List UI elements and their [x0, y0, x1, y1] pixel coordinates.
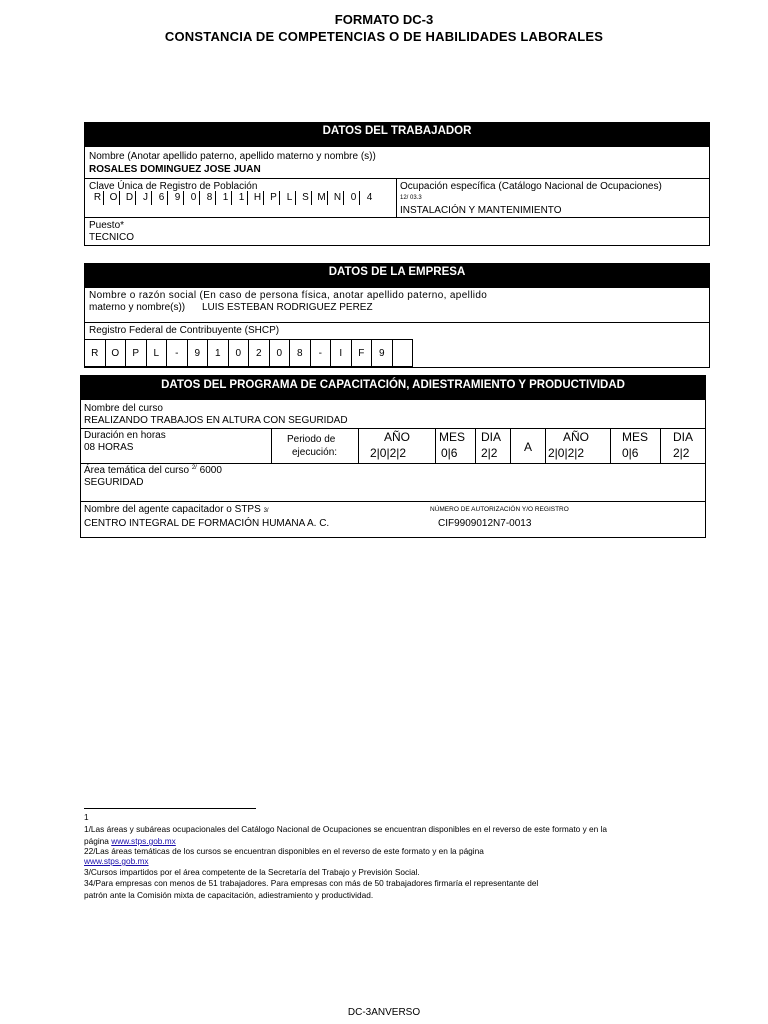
divider [396, 178, 397, 217]
duracion-value: 08 HORAS [84, 442, 134, 453]
footnote-number: 1 [84, 812, 89, 822]
curp-char: H [252, 191, 264, 205]
page-footer-code: DC-3ANVERSO [347, 1007, 421, 1018]
razon-label-line2: materno y nombre(s)) [89, 302, 186, 313]
rfc-char: 0 [228, 339, 250, 367]
end-dia-label: DIA [673, 430, 694, 444]
ocupacion-code: 12/ 03.3 [400, 195, 422, 201]
curso-label: Nombre del curso [84, 403, 163, 414]
rfc-char: 1 [207, 339, 229, 367]
autorizacion-label: NÚMERO DE AUTORIZACIÓN Y/O REGISTRO [430, 506, 569, 513]
rfc-char: F [351, 339, 373, 367]
divider [271, 428, 272, 463]
agente-value: CENTRO INTEGRAL DE FORMACIÓN HUMANA A. C. [84, 518, 330, 529]
divider [660, 428, 661, 463]
divider [84, 178, 710, 179]
start-mes-value: 0|6 [441, 446, 458, 460]
curp-char: M [316, 191, 328, 205]
trabajador-name-label: Nombre (Anotar apellido paterno, apellido materno y nombre (s)) [89, 151, 376, 162]
divider [435, 428, 436, 463]
footnote-3: 3/Cursos impartidos por el área competente de la Secretaría del Trabajo y Previsión Social. [84, 867, 420, 877]
curp-label: Clave Única de Registro de Población [89, 181, 258, 192]
start-anio-value: 2|0|2|2 [370, 446, 407, 460]
rfc-char: - [310, 339, 332, 367]
divider [80, 428, 706, 429]
trabajador-section-header [84, 122, 710, 146]
programa-section-title: DATOS DEL PROGRAMA DE CAPACITACIÓN, ADIESTRAMIENTO Y PRODUCTIVIDAD [161, 379, 625, 391]
empresa-section-header [84, 263, 710, 287]
footnote-1-prefix: página [84, 836, 109, 846]
autorizacion-value: CIF9909012N7-0013 [438, 518, 532, 529]
divider [475, 428, 476, 463]
divider [358, 428, 359, 463]
curp-char: 1 [220, 191, 232, 205]
curp-char: P [268, 191, 280, 205]
curp-char: O [108, 191, 120, 205]
area-value: SEGURIDAD [84, 477, 144, 488]
trabajador-name-value: ROSALES DOMINGUEZ JOSE JUAN [89, 164, 261, 175]
rfc-char: O [105, 339, 127, 367]
footnote-1: 1/Las áreas y subáreas ocupacionales del Catálogo Nacional de Ocupaciones se encuentran disponibles en el reverso de este formato y en la [84, 824, 608, 834]
rfc-char: 9 [371, 339, 393, 367]
rfc-char: L [146, 339, 168, 367]
start-anio-label: AÑO [384, 430, 411, 444]
agente-label [84, 504, 269, 515]
rfc-field [84, 339, 428, 367]
puesto-value: TECNICO [89, 232, 134, 243]
rfc-char: 9 [187, 339, 209, 367]
footnote-rule [84, 808, 256, 809]
footnote-1-cont [84, 836, 176, 846]
programa-section-header [80, 375, 706, 399]
curp-char: D [124, 191, 136, 205]
agente-footnote-ref: 3/ [263, 508, 269, 514]
rfc-char: - [166, 339, 188, 367]
rfc-char: 8 [289, 339, 311, 367]
stps-link-2[interactable]: www.stps.gob.mx [84, 856, 149, 866]
divider [545, 428, 546, 463]
a-label: A [524, 440, 533, 454]
area-footnote-ref: 2/ [191, 465, 197, 471]
area-code: 6000 [199, 465, 222, 476]
curp-char: J [140, 191, 152, 205]
curp-char: S [300, 191, 312, 205]
end-anio-value: 2|0|2|2 [548, 446, 585, 460]
curso-value: REALIZANDO TRABAJOS EN ALTURA CON SEGURIDAD [84, 415, 348, 426]
rfc-char: 2 [248, 339, 270, 367]
curp-char: 9 [172, 191, 184, 205]
curp-char: 4 [366, 192, 373, 203]
end-mes-value: 0|6 [622, 446, 639, 460]
area-label [84, 465, 222, 476]
curp-char: R [92, 191, 104, 205]
end-dia-value: 2|2 [673, 446, 690, 460]
curp-char: 0 [348, 191, 360, 205]
curp-field [92, 191, 379, 205]
razon-value: LUIS ESTEBAN RODRIGUEZ PEREZ [202, 302, 373, 313]
periodo-label-line2: ejecución: [292, 447, 338, 458]
start-dia-value: 2|2 [481, 446, 498, 460]
rfc-char: 0 [269, 339, 291, 367]
footnote-4: 34/Para empresas con menos de 51 trabajadores. Para empresas con más de 50 trabajadores firmaría el representante del [84, 878, 539, 888]
rfc-char: I [330, 339, 352, 367]
format-title: FORMATO DC-3 [334, 12, 434, 27]
puesto-label: Puesto* [89, 220, 125, 231]
start-dia-label: DIA [481, 430, 502, 444]
agente-label-text: Nombre del agente capacitador o STPS [84, 504, 261, 515]
footnote-4-cont: patrón ante la Comisión mixta de capacitación, adiestramiento y productividad. [84, 890, 374, 900]
curp-char: 0 [188, 191, 200, 205]
divider [84, 322, 710, 323]
rfc-char: R [84, 339, 106, 367]
rfc-char [392, 339, 414, 367]
end-mes-label: MES [622, 430, 649, 444]
divider [84, 217, 710, 218]
document-title: CONSTANCIA DE COMPETENCIAS O DE HABILIDADES LABORALES [164, 29, 604, 44]
footnote-2: 22/Las áreas temáticas de los cursos se encuentran disponibles en el reverso de este formato y en la página [84, 846, 484, 856]
curp-char: L [284, 191, 296, 205]
curp-char: 8 [204, 191, 216, 205]
periodo-label-line1: Periodo de [287, 434, 336, 445]
divider [80, 463, 706, 464]
curp-char: 1 [236, 191, 248, 205]
curp-char: N [332, 191, 344, 205]
ocupacion-value: INSTALACIÓN Y MANTENIMIENTO [400, 205, 562, 216]
curp-char: 6 [156, 191, 168, 205]
area-label-text: Área temática del curso [84, 465, 190, 476]
rfc-char: P [125, 339, 147, 367]
divider [80, 501, 706, 502]
divider [510, 428, 511, 463]
end-anio-label: AÑO [563, 430, 590, 444]
divider [610, 428, 611, 463]
stps-link[interactable]: www.stps.gob.mx [111, 836, 176, 846]
trabajador-section-title: DATOS DEL TRABAJADOR [322, 125, 472, 137]
ocupacion-label: Ocupación específica (Catálogo Nacional de Ocupaciones) [400, 181, 662, 192]
rfc-label: Registro Federal de Contribuyente (SHCP) [89, 325, 280, 336]
duracion-label: Duración en horas [84, 430, 166, 441]
razon-label-line1: Nombre o razón social (En caso de persona física, anotar apellido paterno, apellido [89, 290, 488, 301]
empresa-section-title: DATOS DE LA EMPRESA [328, 266, 466, 278]
start-mes-label: MES [439, 430, 466, 444]
